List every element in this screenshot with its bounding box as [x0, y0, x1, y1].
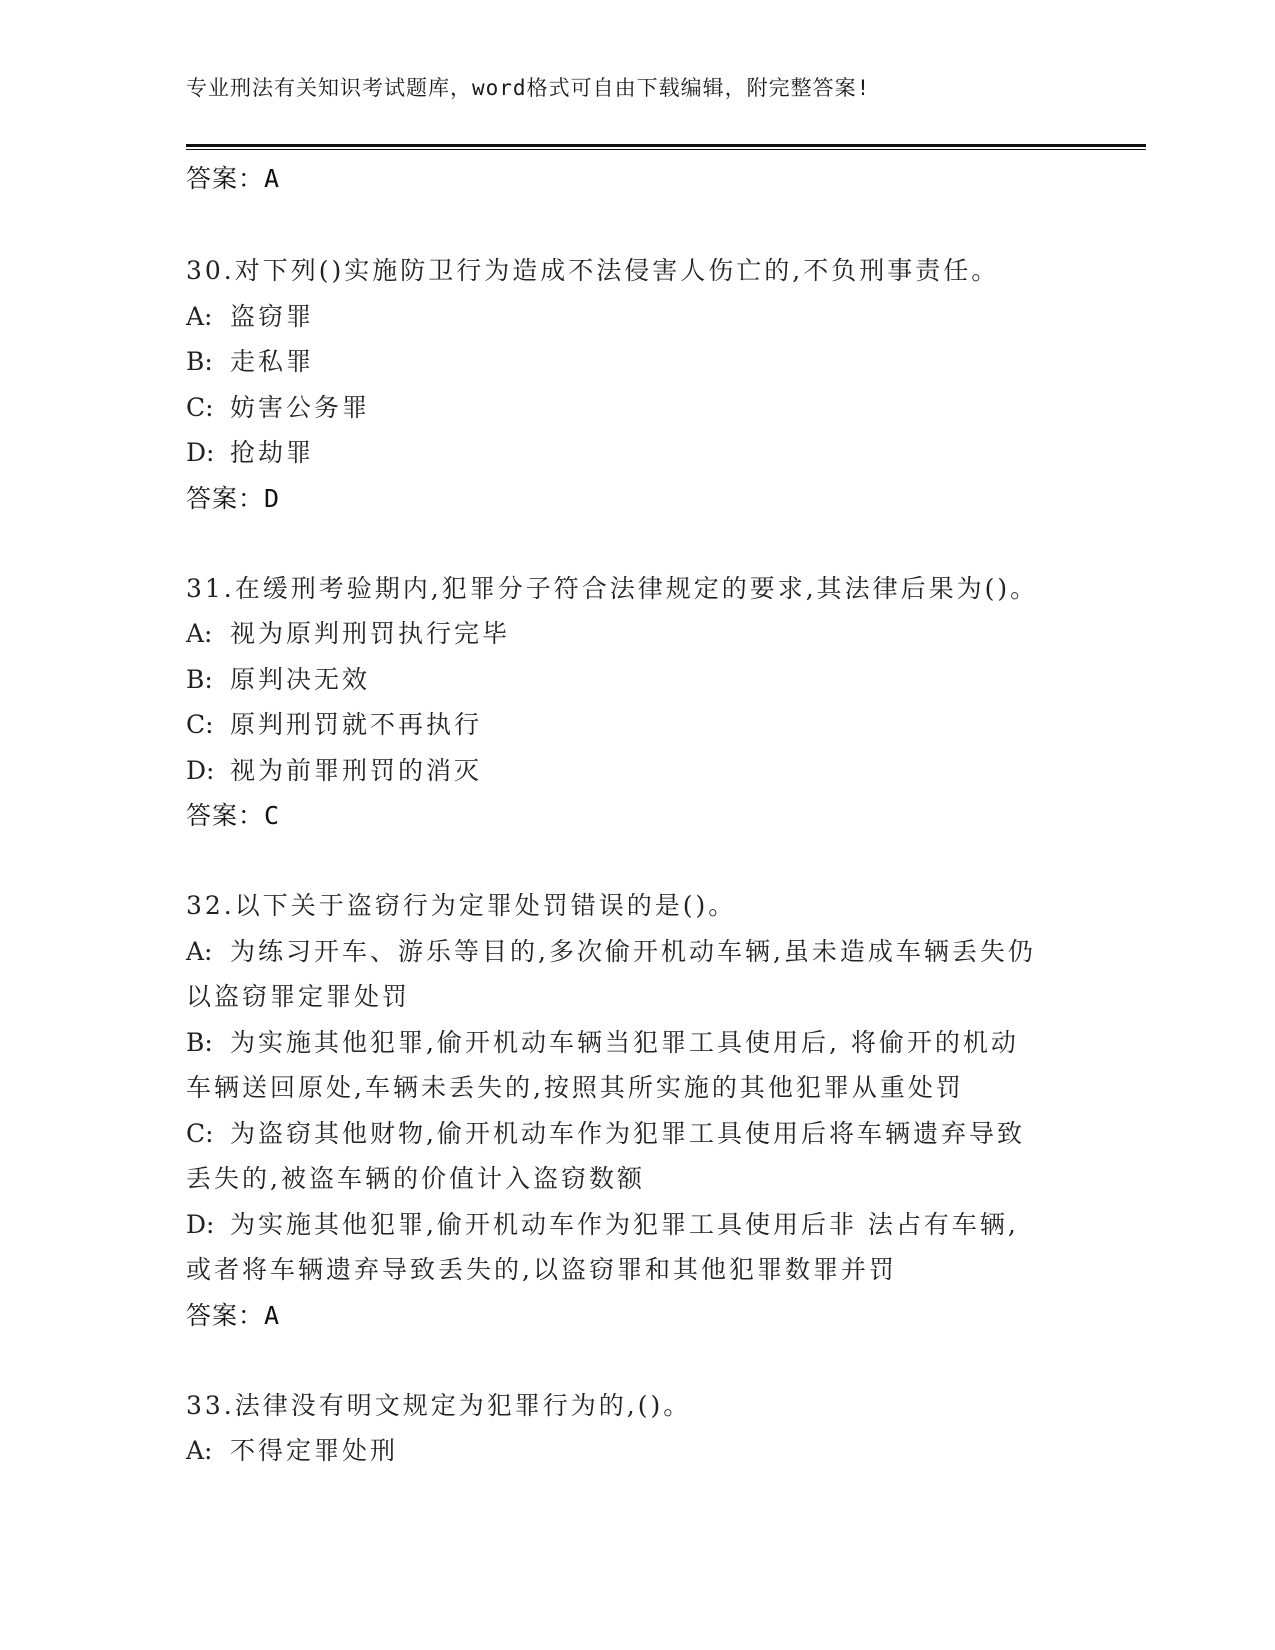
question-text: 31.在缓刑考验期内,犯罪分子符合法律规定的要求,其法律后果为()。 — [186, 573, 1039, 603]
option-text: 视为前罪刑罚的消灭 — [230, 755, 483, 785]
option-letter: A: — [186, 1436, 213, 1465]
option-c — [186, 1111, 1086, 1157]
option-text: 视为原判刑罚执行完毕 — [230, 619, 511, 648]
option-text: 走私罪 — [230, 347, 315, 376]
answer-value: A — [264, 1300, 281, 1330]
option-letter: C: — [186, 710, 214, 739]
answer-line — [186, 155, 1086, 203]
option-letter: D: — [186, 438, 215, 467]
option-b — [186, 339, 1086, 385]
option-text: 原判刑罚就不再执行 — [230, 710, 483, 739]
option-b-continuation: 车辆送回原处,车辆未丢失的,按照其所实施的其他犯罪从重处罚 — [186, 1073, 964, 1102]
answer-label: 答案： — [186, 801, 265, 830]
option-text: 抢劫罪 — [230, 438, 315, 467]
question-text: 30.对下列()实施防卫行为造成不法侵害人伤亡的,不负刑事责任。 — [186, 256, 1000, 285]
option-text: 为练习开车、游乐等目的,多次偷开机动车辆,虽未造成车辆丢失仍 — [230, 936, 1036, 966]
answer-value: A — [264, 164, 281, 193]
question-text: 32.以下关于盗窃行为定罪处罚错误的是()。 — [186, 891, 737, 920]
answer-value: D — [264, 483, 281, 513]
option-letter: A: — [186, 936, 213, 966]
option-a — [186, 294, 1086, 340]
option-a — [186, 611, 1086, 657]
option-letter: D: — [186, 1209, 215, 1239]
option-text: 为盗窃其他财物,偷开机动车作为犯罪工具使用后将车辆遗弃导致 — [230, 1118, 1025, 1148]
option-text: 妨害公务罪 — [230, 392, 371, 422]
option-letter: D: — [186, 755, 215, 785]
option-d-continuation: 或者将车辆遗弃导致丢失的,以盗窃罪和其他犯罪数罪并罚 — [186, 1255, 897, 1284]
option-text: 为实施其他犯罪,偷开机动车辆当犯罪工具使用后, 将偷开的机动 — [230, 1027, 1019, 1057]
answer-label: 答案： — [186, 483, 265, 513]
option-c-continuation: 丢失的,被盗车辆的价值计入盗窃数额 — [186, 1164, 645, 1193]
question-block — [186, 566, 1086, 839]
option-d — [186, 748, 1086, 794]
option-a — [186, 1428, 1086, 1474]
option-text: 盗窃罪 — [230, 301, 315, 331]
option-letter: B: — [186, 347, 213, 376]
option-d — [186, 430, 1086, 476]
exam-content — [186, 155, 1086, 1474]
option-text: 原判决无效 — [230, 664, 371, 694]
option-letter: A: — [186, 301, 213, 331]
option-b — [186, 1020, 1086, 1066]
document-header: 专业刑法有关知识考试题库，word格式可自由下载编辑，附完整答案! — [186, 76, 871, 100]
question-text: 33.法律没有明文规定为犯罪行为的,()。 — [186, 1390, 692, 1420]
option-c — [186, 702, 1086, 748]
question-block — [186, 883, 1086, 1338]
option-a — [186, 929, 1086, 975]
option-d — [186, 1202, 1086, 1248]
question-block — [186, 248, 1086, 521]
option-c — [186, 385, 1086, 431]
option-letter: C: — [186, 392, 214, 422]
option-letter: B: — [186, 1027, 213, 1057]
answer-line — [186, 793, 1086, 838]
option-text: 为实施其他犯罪,偷开机动车作为犯罪工具使用后非 法占有车辆, — [230, 1209, 1019, 1239]
option-b — [186, 657, 1086, 703]
answer-line — [186, 1293, 1086, 1338]
header-rule-thin — [186, 149, 1146, 150]
option-letter: C: — [186, 1118, 214, 1148]
option-a-continuation: 以盗窃罪定罪处罚 — [186, 982, 411, 1011]
answer-label: 答案： — [186, 1300, 265, 1330]
option-text: 不得定罪处刑 — [230, 1436, 399, 1465]
question-block — [186, 1383, 1086, 1474]
answer-value: C — [264, 801, 281, 830]
header-rule-thick — [186, 144, 1146, 147]
answer-line — [186, 476, 1086, 521]
option-letter: A: — [186, 619, 213, 648]
answer-label: 答案： — [186, 164, 265, 193]
option-letter: B: — [186, 664, 213, 694]
